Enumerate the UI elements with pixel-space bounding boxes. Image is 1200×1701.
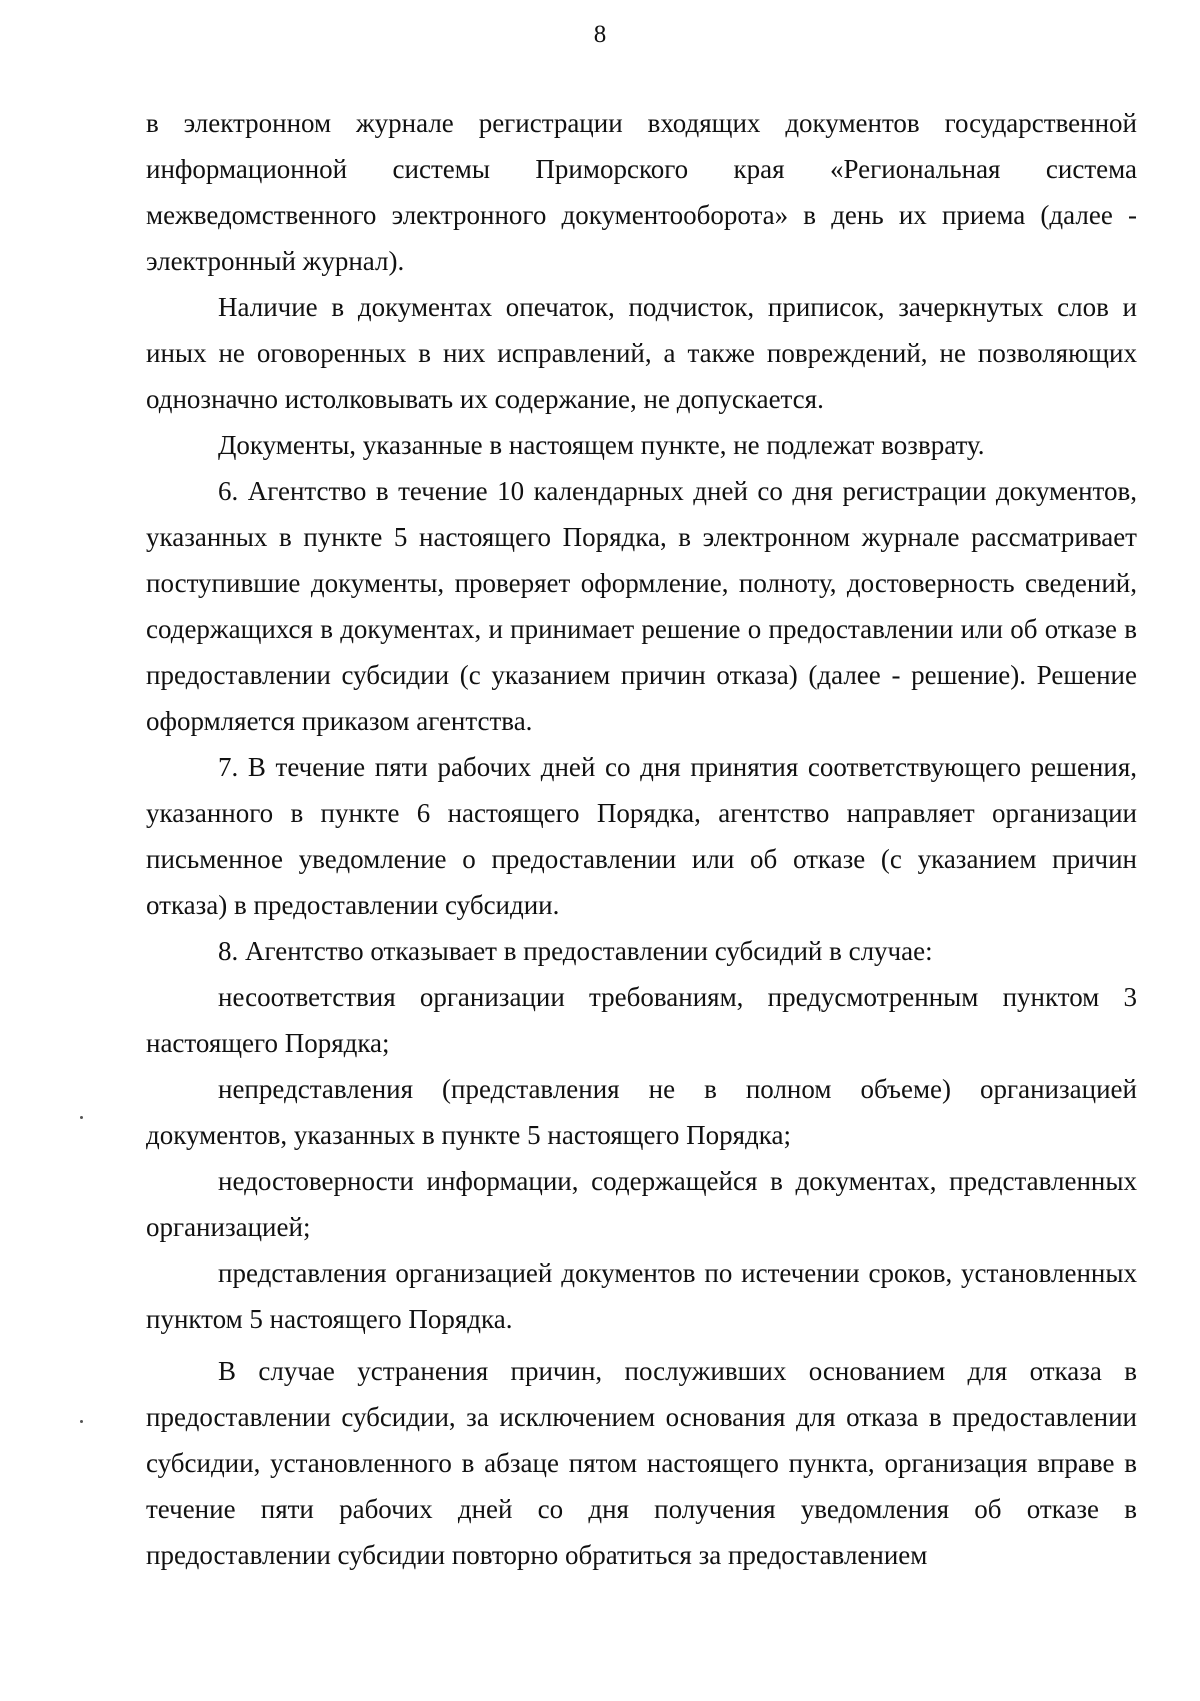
paragraph-refusal-reason-4: представления организацией документов по истечении сроков, установленных пунктом 5 настоящего Порядка. (146, 1258, 1137, 1334)
paragraph-continuation: в электронном журнале регистрации входящих документов государственной информационной системы Приморского края «Региональная система межведомственного электронного документооборота» в день их приема (далее - электронный журнал). (146, 108, 1137, 276)
paragraph-reapplication: В случае устранения причин, послуживших основанием для отказа в предоставлении субсидии, за исключением основания для отказа в предоставлении субсидии, установленного в абзаце пятом настоящего пункта, организация вправе в течение пяти рабочих дней со дня получения уведомления об отказе в предоставлении субсидии повторно обратиться за предоставлением (146, 1356, 1137, 1570)
paragraph-refusal-reason-2: непредставления (представления не в полном объеме) организацией документов, указанных в пункте 5 настоящего Порядка; (146, 1074, 1137, 1150)
paragraph-defects: Наличие в документах опечаток, подчисток, приписок, зачеркнутых слов и иных не оговоренных в них исправлений, а также повреждений, не позволяющих однозначно истолковывать их содержание, не допускается. (146, 292, 1137, 414)
paragraph-refusal-reason-3: недостоверности информации, содержащейся в документах, представленных организацией; (146, 1166, 1137, 1242)
paragraph-no-return: Документы, указанные в настоящем пункте, не подлежат возврату. (218, 430, 985, 460)
paragraph-item-8: 8. Агентство отказывает в предоставлении субсидий в случае: (218, 936, 933, 966)
document-body (146, 100, 1137, 1578)
scan-speck (80, 1420, 83, 1423)
page-number: 8 (593, 21, 607, 48)
paragraph-refusal-reason-1: несоответствия организации требованиям, предусмотренным пунктом 3 настоящего Порядка; (146, 982, 1137, 1058)
paragraph-item-7: 7. В течение пяти рабочих дней со дня принятия соответствующего решения, указанного в пункте 6 настоящего Порядка, агентство направляет организации письменное уведомление о предоставлении или об отказе (с указанием причин отказа) в предоставлении субсидии. (146, 752, 1137, 920)
scan-speck (80, 1116, 83, 1119)
paragraph-item-6: 6. Агентство в течение 10 календарных дней со дня регистрации документов, указанных в пункте 5 настоящего Порядка, в электронном журнале рассматривает поступившие документы, проверяет оформление, полноту, достоверность сведений, содержащихся в документах, и принимает решение о предоставлении или об отказе в предоставлении субсидии (с указанием причин отказа) (далее - решение). Решение оформляется приказом агентства. (146, 476, 1137, 736)
